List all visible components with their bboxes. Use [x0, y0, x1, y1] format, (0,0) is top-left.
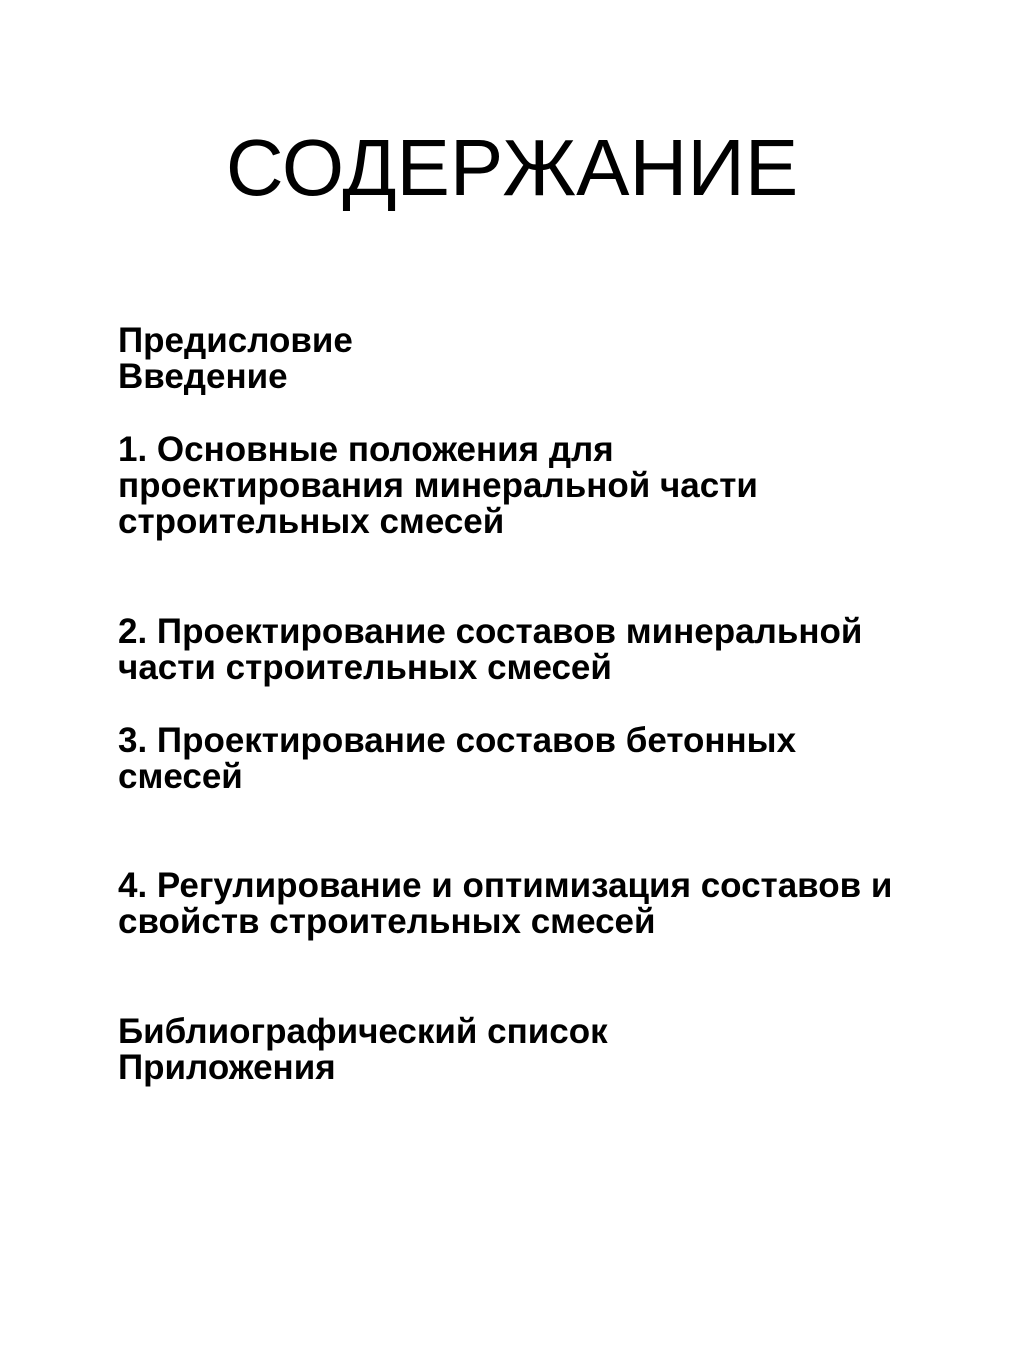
toc-entry-introduction-text: Введение — [118, 357, 288, 396]
toc-section-3-line-2: смесей — [118, 757, 243, 796]
toc-section-3-line-1: 3. Проектирование составов бетонных — [118, 721, 797, 760]
toc-section-1-line-2: проектирования минеральной части — [118, 466, 758, 505]
toc-entry-appendices-text: Приложения — [118, 1048, 336, 1087]
page-title: СОДЕРЖАНИЕ — [225, 123, 799, 212]
toc-section-4-line-2: свойств строительных смесей — [118, 902, 656, 941]
toc-entry-back-matter — [118, 1014, 998, 1086]
toc-entry-preface-text: Предисловие — [118, 321, 353, 360]
toc-section-2-line-2: части строительных смесей — [118, 648, 612, 687]
toc-section-4-line-1: 4. Регулирование и оптимизация составов и — [118, 866, 893, 905]
toc-section-1-line-3: строительных смесей — [118, 502, 505, 541]
toc-entry-section-1 — [118, 432, 998, 540]
toc-entry-section-3 — [118, 723, 998, 795]
toc-entry-preface — [118, 323, 998, 395]
toc-section-1-line-1: 1. Основные положения для — [118, 430, 614, 469]
toc-entry-section-2 — [118, 614, 998, 686]
toc-entry-bibliography-text: Библиографический список — [118, 1012, 608, 1051]
toc-section-2-line-1: 2. Проектирование составов минеральной — [118, 612, 863, 651]
toc-entry-section-4 — [118, 868, 998, 940]
